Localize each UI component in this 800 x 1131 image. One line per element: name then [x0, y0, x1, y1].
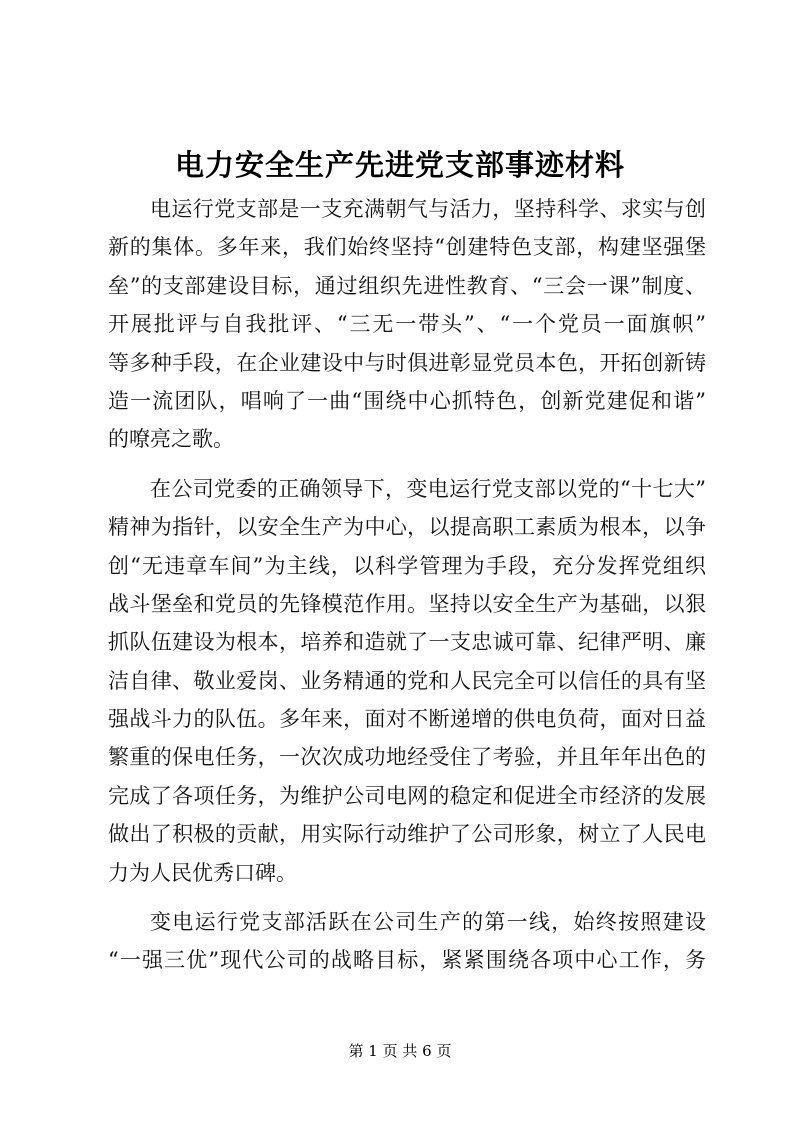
paragraph-line: 电运行党支部是一支充满朝气与活力，坚持科学、求实与创: [150, 197, 706, 221]
paragraph-line: “一强三优”现代公司的战略目标，紧紧围绕各项中心工作，务: [108, 948, 706, 973]
paragraph-1: [108, 190, 706, 459]
paragraph-line: 完成了各项任务，为维护公司电网的稳定和促进全市经济的发展: [108, 783, 706, 808]
paragraph-line: 的嘹亮之歌。: [108, 427, 234, 452]
paragraph-line: 精神为指针，以安全生产为中心，以提高职工素质为根本，以争: [108, 515, 706, 540]
document-title: 电力安全生产先进党支部事迹材料: [174, 148, 625, 182]
paragraph-line: 繁重的保电任务，一次次成功地经受住了考验，并且年年出色的: [108, 745, 706, 770]
document-body: [108, 190, 706, 980]
paragraph-line: 力为人民优秀口碑。: [108, 860, 297, 885]
paragraph-line: 垒”的支部建设目标，通过组织先进性教育、“三会一课”制度、: [108, 273, 706, 298]
paragraph-line: 新的集体。多年来，我们始终坚持“创建特色支部，构建坚强堡: [108, 235, 706, 260]
paragraph-line: 在公司党委的正确领导下，变电运行党支部以党的“十七大”: [150, 476, 706, 501]
paragraph-line: 洁自律、敬业爱岗、业务精通的党和人民完全可以信任的具有坚: [108, 668, 706, 693]
paragraph-line: 等多种手段，在企业建设中与时俱进彰显党员本色，开拓创新铸: [108, 350, 706, 375]
paragraph-2: [108, 470, 706, 892]
paragraph-line: 造一流团队，唱响了一曲“围绕中心抓特色，创新党建促和谐”: [108, 388, 706, 413]
paragraph-line: 开展批评与自我批评、“三无一带头”、“一个党员一面旗帜”: [108, 312, 706, 337]
paragraph-line: 强战斗力的队伍。多年来，面对不断递增的供电负荷，面对日益: [108, 707, 706, 732]
paragraph-line: 做出了积极的贡献，用实际行动维护了公司形象，树立了人民电: [108, 822, 706, 847]
page-footer: 第 1 页 共 6 页: [348, 1042, 452, 1060]
paragraph-line: 抓队伍建设为根本，培养和造就了一支忠诚可靠、纪律严明、廉: [108, 630, 706, 655]
paragraph-line: 创“无违章车间”为主线，以科学管理为手段，充分发挥党组织: [108, 553, 706, 578]
paragraph-line: 战斗堡垒和党员的先锋模范作用。坚持以安全生产为基础，以狠: [108, 591, 706, 616]
paragraph-3: [108, 903, 706, 980]
paragraph-line: 变电运行党支部活跃在公司生产的第一线，始终按照建设: [150, 910, 706, 935]
